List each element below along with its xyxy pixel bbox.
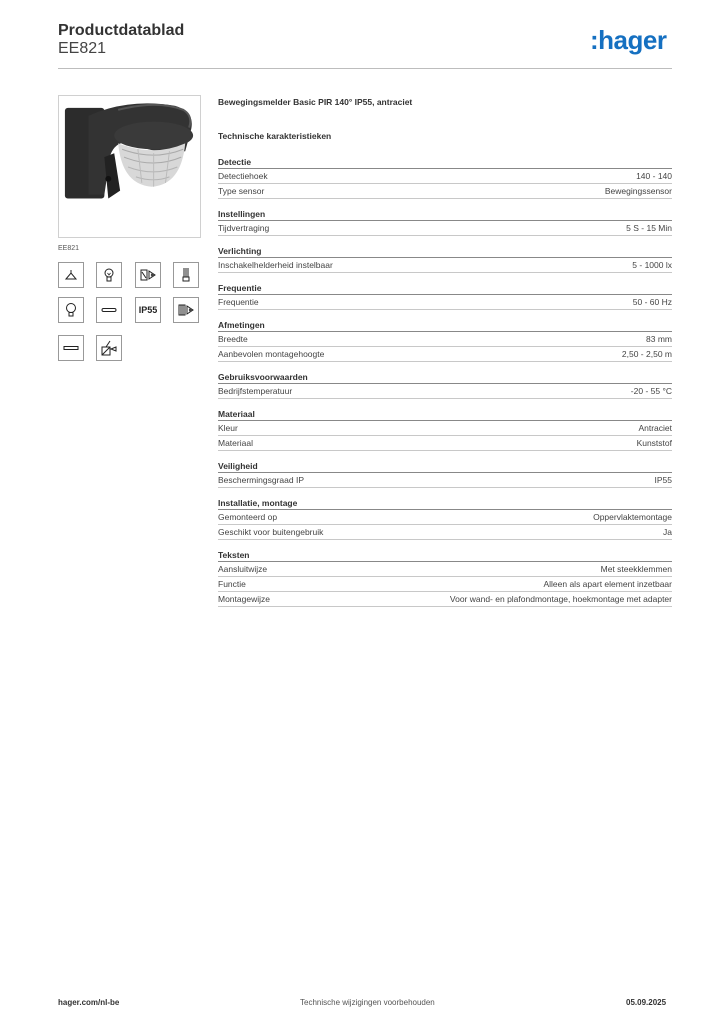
- spec-value: 2,50 - 2,50 m: [621, 349, 672, 359]
- spec-value: Antraciet: [638, 423, 672, 433]
- spec-group: [218, 282, 672, 310]
- spec-value: Alleen als apart element inzetbaar: [543, 579, 672, 589]
- spec-row: [218, 221, 672, 236]
- spec-group: [218, 408, 672, 451]
- spec-label: Geschikt voor buitengebruik: [218, 527, 324, 537]
- ceiling-lamp-icon: [58, 262, 84, 288]
- incandescent-bulb-icon: [96, 262, 122, 288]
- spec-label: Functie: [218, 579, 246, 589]
- spec-value: IP55: [654, 475, 672, 485]
- spec-row: [218, 169, 672, 184]
- spec-label: Bedrijfstemperatuur: [218, 386, 293, 396]
- spec-group-title: Teksten: [218, 549, 672, 562]
- spec-label: Kleur: [218, 423, 238, 433]
- spec-group-title: Instellingen: [218, 208, 672, 221]
- spec-row: [218, 592, 672, 607]
- spec-row: [218, 436, 672, 451]
- spec-value: 83 mm: [646, 334, 672, 344]
- spec-group: [218, 460, 672, 488]
- spec-label: Type sensor: [218, 186, 265, 196]
- spec-group: [218, 156, 672, 199]
- spec-group-title: Frequentie: [218, 282, 672, 295]
- spec-label: Aansluitwijze: [218, 564, 268, 574]
- spec-row: [218, 332, 672, 347]
- spec-row: [218, 347, 672, 362]
- wall-mount-icon: [96, 335, 122, 361]
- spec-value: -20 - 55 °C: [630, 386, 672, 396]
- spec-group-title: Detectie: [218, 156, 672, 169]
- spec-group: [218, 549, 672, 607]
- header-divider: [58, 68, 672, 69]
- spec-value: Kunststof: [636, 438, 672, 448]
- spec-row: [218, 258, 672, 273]
- spec-label: Breedte: [218, 334, 248, 344]
- footer-disclaimer: Technische wijzigingen voorbehouden: [300, 998, 435, 1007]
- spec-group-title: Verlichting: [218, 245, 672, 258]
- spec-row: [218, 421, 672, 436]
- spec-value: 5 - 1000 lx: [632, 260, 672, 270]
- product-code: EE821: [58, 40, 107, 57]
- spec-row: [218, 562, 672, 577]
- spec-group: [218, 371, 672, 399]
- spec-row: [218, 510, 672, 525]
- led-strip-icon: [58, 335, 84, 361]
- spec-group: [218, 497, 672, 540]
- spec-label: Inschakelhelderheid instelbaar: [218, 260, 333, 270]
- spec-row: [218, 384, 672, 399]
- ip-rating-icon: IP55: [135, 297, 161, 323]
- spec-value: Voor wand- en plafondmontage, hoekmontage met adapter: [449, 594, 672, 604]
- spec-value: Met steekklemmen: [600, 564, 672, 574]
- spec-group: [218, 208, 672, 236]
- spec-value: 5 S - 15 Min: [626, 223, 672, 233]
- spec-group-title: Installatie, montage: [218, 497, 672, 510]
- spec-label: Frequentie: [218, 297, 259, 307]
- hager-logo: :hager: [590, 25, 667, 55]
- spec-row: [218, 577, 672, 592]
- product-image: [58, 95, 201, 238]
- energy-saving-lamp-icon: [173, 262, 199, 288]
- section-heading: Technische karakteristieken: [218, 131, 332, 141]
- spec-value: 50 - 60 Hz: [632, 297, 672, 307]
- spec-value: 140 - 140: [636, 171, 672, 181]
- light-bulb-icon: [58, 297, 84, 323]
- spec-value: Ja: [663, 527, 672, 537]
- spec-label: Detectiehoek: [218, 171, 268, 181]
- spec-row: [218, 184, 672, 199]
- spec-row: [218, 295, 672, 310]
- spec-label: Montagewijze: [218, 594, 270, 604]
- spec-table: [218, 156, 672, 616]
- product-title: Bewegingsmelder Basic PIR 140° IP55, antraciet: [218, 97, 413, 107]
- spec-group-title: Veiligheid: [218, 460, 672, 473]
- spec-group-title: Gebruiksvoorwaarden: [218, 371, 672, 384]
- fluorescent-tube-icon: [96, 297, 122, 323]
- footer-website[interactable]: hager.com/nl-be: [58, 998, 120, 1007]
- spec-group: [218, 245, 672, 273]
- footer-date: 05.09.2025: [626, 998, 667, 1007]
- image-caption: EE821: [58, 245, 80, 252]
- spec-value: Oppervlaktemontage: [593, 512, 672, 522]
- spec-group-title: Afmetingen: [218, 319, 672, 332]
- spec-label: Materiaal: [218, 438, 253, 448]
- spec-label: Tijdvertraging: [218, 223, 270, 233]
- electronic-transformer-icon: [173, 297, 199, 323]
- spec-value: Bewegingssensor: [604, 186, 672, 196]
- spec-label: Aanbevolen montagehoogte: [218, 349, 325, 359]
- page-title: Productdatablad: [58, 22, 185, 39]
- spec-row: [218, 525, 672, 540]
- spec-label: Beschermingsgraad IP: [218, 475, 304, 485]
- halogen-transformer-icon: [135, 262, 161, 288]
- spec-label: Gemonteerd op: [218, 512, 278, 522]
- spec-group-title: Materiaal: [218, 408, 672, 421]
- spec-group: [218, 319, 672, 362]
- spec-row: [218, 473, 672, 488]
